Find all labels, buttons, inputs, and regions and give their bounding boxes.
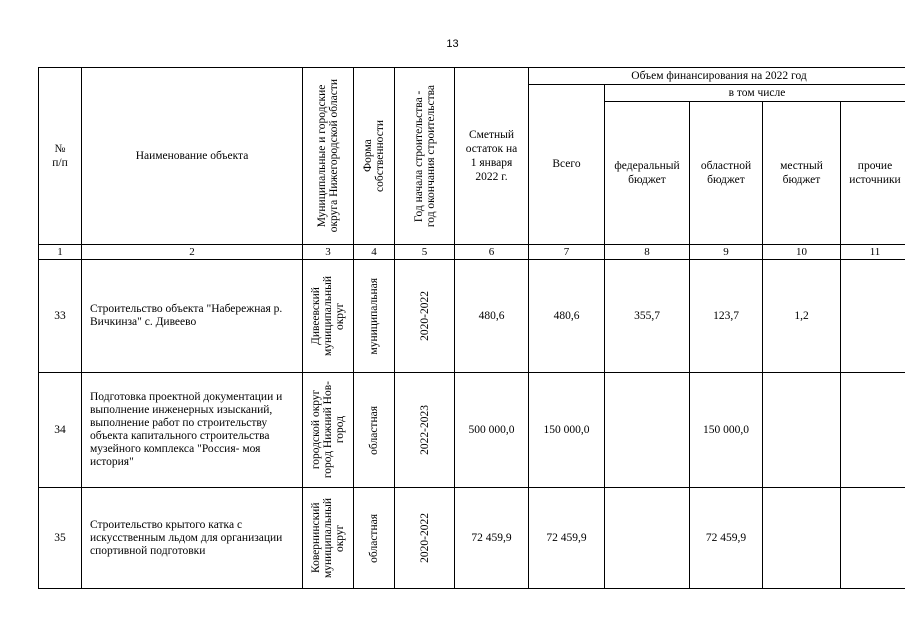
other-cell bbox=[841, 260, 905, 373]
row-num: 35 bbox=[39, 488, 82, 589]
regional-cell: 72 459,9 bbox=[690, 488, 763, 589]
column-number: 2 bbox=[82, 245, 303, 260]
table-row bbox=[39, 488, 905, 589]
column-number: 5 bbox=[395, 245, 455, 260]
header-regional: областной бюджет bbox=[690, 102, 763, 245]
district-cell: Ковернинский муниципальный округ bbox=[303, 488, 354, 589]
header-local: местный бюджет bbox=[763, 102, 841, 245]
column-number: 9 bbox=[690, 245, 763, 260]
header-funding-group: Объем финансирования на 2022 год bbox=[529, 68, 905, 85]
total-cell: 480,6 bbox=[529, 260, 605, 373]
estimate-cell: 500 000,0 bbox=[455, 373, 529, 488]
row-num: 34 bbox=[39, 373, 82, 488]
header-name: Наименование объекта bbox=[82, 68, 303, 245]
object-name: Строительство объекта "Набережная р. Вичкинза" с. Дивеево bbox=[82, 260, 303, 373]
federal-cell: 355,7 bbox=[605, 260, 690, 373]
header-total: Всего bbox=[529, 85, 605, 245]
column-number: 7 bbox=[529, 245, 605, 260]
header-federal: федеральный бюджет bbox=[605, 102, 690, 245]
years-cell: 2020-2022 bbox=[395, 260, 455, 373]
column-number: 4 bbox=[354, 245, 395, 260]
district-cell: городской округ город Нижний Нов- город bbox=[303, 373, 354, 488]
federal-cell bbox=[605, 373, 690, 488]
header-district: Муниципальные и городские округа Нижегородской области bbox=[303, 68, 354, 245]
total-cell: 150 000,0 bbox=[529, 373, 605, 488]
regional-cell: 150 000,0 bbox=[690, 373, 763, 488]
column-number: 11 bbox=[841, 245, 905, 260]
other-cell bbox=[841, 488, 905, 589]
column-number-row bbox=[39, 245, 905, 260]
object-name: Подготовка проектной документации и выполнение инженерных изысканий, выполнение работ по строительству объекта капитального строительства музейного комплекса "Россия- моя история" bbox=[82, 373, 303, 488]
estimate-cell: 480,6 bbox=[455, 260, 529, 373]
federal-cell bbox=[605, 488, 690, 589]
years-cell: 2022-2023 bbox=[395, 373, 455, 488]
row-num: 33 bbox=[39, 260, 82, 373]
object-name: Строительство крытого катка с искусственным льдом для организации спортивной подготовки bbox=[82, 488, 303, 589]
ownership-cell: муниципальная bbox=[354, 260, 395, 373]
column-number: 8 bbox=[605, 245, 690, 260]
regional-cell: 123,7 bbox=[690, 260, 763, 373]
column-number: 3 bbox=[303, 245, 354, 260]
district-cell: Дивеевский муниципальный округ bbox=[303, 260, 354, 373]
ownership-cell: областная bbox=[354, 373, 395, 488]
page-number: 13 bbox=[446, 38, 459, 50]
header-including: в том числе bbox=[605, 85, 905, 102]
header-num: № п/п bbox=[39, 68, 82, 245]
years-cell: 2020-2022 bbox=[395, 488, 455, 589]
table-row bbox=[39, 373, 905, 488]
column-number: 10 bbox=[763, 245, 841, 260]
ownership-cell: областная bbox=[354, 488, 395, 589]
header-other: прочие источники bbox=[841, 102, 905, 245]
table-row bbox=[39, 260, 905, 373]
local-cell bbox=[763, 373, 841, 488]
local-cell: 1,2 bbox=[763, 260, 841, 373]
estimate-cell: 72 459,9 bbox=[455, 488, 529, 589]
total-cell: 72 459,9 bbox=[529, 488, 605, 589]
header-estimate: Сметный остаток на 1 января 2022 г. bbox=[455, 68, 529, 245]
header-years: Год начала строительства - год окончания строительства bbox=[395, 68, 455, 245]
financing-table bbox=[38, 67, 905, 589]
other-cell bbox=[841, 373, 905, 488]
column-number: 1 bbox=[39, 245, 82, 260]
column-number: 6 bbox=[455, 245, 529, 260]
local-cell bbox=[763, 488, 841, 589]
header-ownership: Форма собственности bbox=[354, 68, 395, 245]
